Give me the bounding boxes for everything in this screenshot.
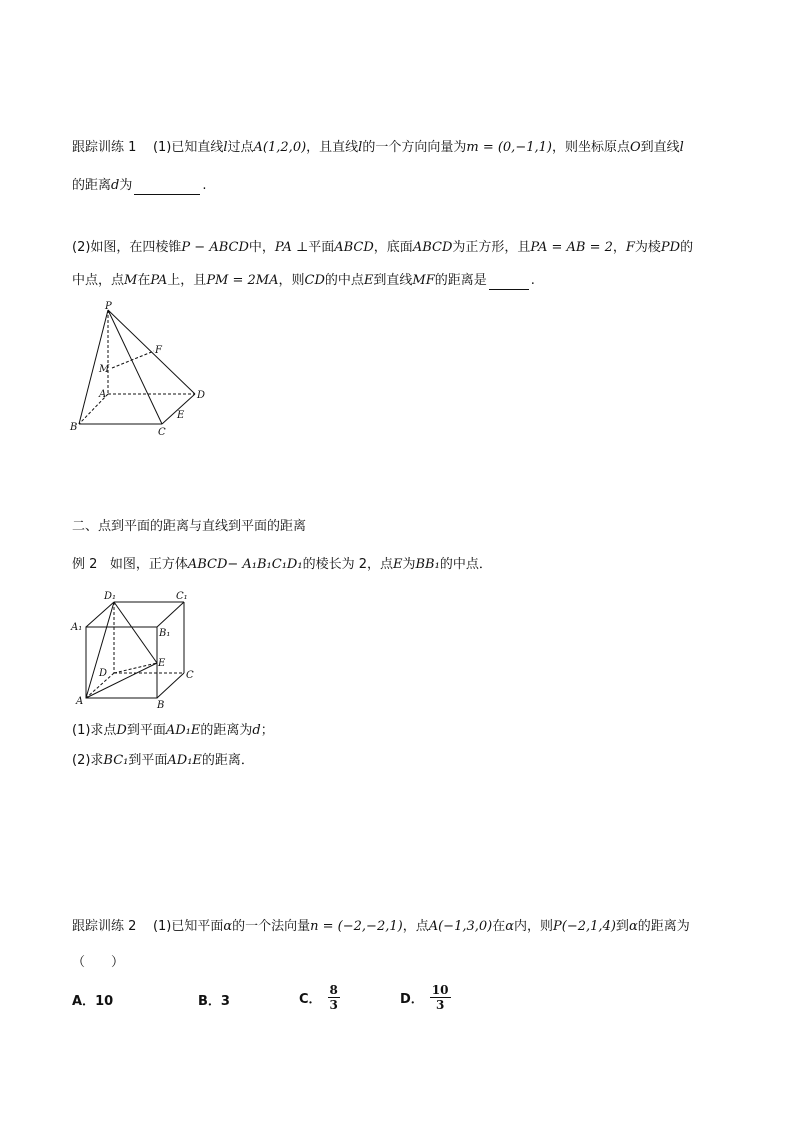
text: ，则坐标原点 (551, 140, 630, 155)
var-d: d (252, 723, 261, 738)
var-o: O (629, 140, 641, 155)
text: ， (612, 240, 626, 255)
fig2-label-c1: C₁ (176, 591, 188, 602)
option-letter: D． (400, 992, 424, 1007)
text: 平面 (308, 240, 335, 255)
text: 的一个法向量 (232, 919, 311, 934)
exercise1-part2-line2 (72, 272, 535, 290)
var-m: M (124, 273, 138, 288)
exercise1-part2-line1 (72, 239, 693, 257)
option-letter: A． (72, 994, 96, 1009)
cube-figure (66, 590, 206, 712)
text: 的距离为 (200, 723, 253, 738)
equation: PA = AB = 2 (530, 240, 613, 255)
point-p: P(−2,1,4) (553, 919, 616, 934)
pyramid-name: P − ABCD (181, 240, 249, 255)
text: ，底面 (373, 240, 413, 255)
example2-statement (72, 556, 492, 574)
var-alpha: α (223, 919, 233, 934)
option-c[interactable] (299, 983, 340, 1012)
var-e: E (392, 557, 403, 572)
fig1-label-p: P (105, 301, 112, 312)
text: ，点 (402, 919, 429, 934)
text: . (530, 273, 535, 288)
text: (1)已知平面 (152, 919, 224, 934)
plane-ad1e: AD₁E (167, 753, 202, 768)
var-l: l (679, 140, 684, 155)
line-mf: MF (412, 273, 435, 288)
point-a: A(−1,3,0) (428, 919, 493, 934)
text: 的 (680, 240, 694, 255)
edge-pa: PA (150, 273, 168, 288)
denominator: 3 (435, 998, 445, 1012)
var-l: l (358, 140, 363, 155)
edge-pd: PD (660, 240, 681, 255)
text: 到直线 (373, 273, 413, 288)
text: 为 (119, 178, 133, 193)
text: 的距离． (201, 753, 254, 768)
fig2-label-a: A (76, 696, 84, 707)
var-l: l (223, 140, 228, 155)
text: 的中点 (324, 273, 364, 288)
text: ，则 (278, 273, 305, 288)
text: 的一个方向向量为 (362, 140, 467, 155)
example2-question1 (72, 722, 274, 740)
text: 到 (615, 919, 629, 934)
pyramid-figure (66, 298, 216, 438)
fig2-label-b: B (157, 700, 165, 711)
exercise1-part1-line2 (72, 177, 207, 195)
text: ； (260, 723, 274, 738)
text: 的中点． (439, 557, 492, 572)
fig2-label-e: E (158, 658, 166, 669)
plane-abcd: ABCD (412, 240, 453, 255)
text: . (202, 178, 207, 193)
exercise1-label: 跟踪训练 1 (72, 140, 137, 155)
answer-blank[interactable] (489, 289, 529, 290)
text: 如图，正方体 (109, 557, 188, 572)
var-d: d (111, 178, 120, 193)
cube-name: ABCD− A₁B₁C₁D₁ (187, 557, 303, 572)
text: (2)求 (72, 753, 104, 768)
fig2-label-c: C (186, 670, 194, 681)
option-a[interactable] (72, 990, 113, 1009)
var-alpha: α (505, 919, 515, 934)
section-heading: 二、点到平面的距离与直线到平面的距离 (72, 519, 307, 534)
fig2-label-a1: A₁ (71, 622, 83, 633)
text: 在 (492, 919, 506, 934)
text: 中， (248, 240, 275, 255)
example2-label: 例 2 (72, 557, 98, 572)
text: 为棱 (634, 240, 661, 255)
text: 到直线 (640, 140, 680, 155)
text: 上，且 (167, 273, 207, 288)
fig2-label-b1: B₁ (159, 628, 171, 639)
vector-n: n = (−2,−2,1) (310, 919, 403, 934)
perp-pa: PA ⊥ (274, 240, 309, 255)
vector-m: m = (0,−1,1) (466, 140, 552, 155)
text: 过点 (227, 140, 254, 155)
answer-blank[interactable] (134, 194, 200, 195)
numerator: 8 (329, 983, 338, 997)
option-value: 10 (95, 994, 114, 1009)
var-d: D (116, 723, 127, 738)
option-fraction (430, 983, 451, 1012)
text: (2)如图，在四棱锥 (72, 240, 182, 255)
text: 内，则 (514, 919, 554, 934)
exercise1-part1-line1 (72, 139, 684, 157)
text: 到平面 (126, 723, 166, 738)
text: 为正方形，且 (452, 240, 531, 255)
edge-bc1: BC₁ (103, 753, 129, 768)
fig1-label-a: A (99, 389, 107, 400)
text: (1)已知直线 (152, 140, 224, 155)
var-f: F (625, 240, 635, 255)
fig1-label-c: C (158, 427, 166, 438)
var-alpha: α (628, 919, 638, 934)
exercise2-paren: （ ） (72, 955, 125, 970)
text: 在 (137, 273, 151, 288)
fig1-label-m: M (99, 364, 110, 375)
option-letter: C． (299, 992, 322, 1007)
fig2-label-d: D (99, 668, 108, 679)
text: 到平面 (128, 753, 168, 768)
fig1-label-f: F (155, 345, 162, 356)
exercise2-label: 跟踪训练 2 (72, 919, 137, 934)
text: 的距离是 (434, 273, 487, 288)
option-value: 3 (220, 994, 230, 1009)
fig2-label-d1: D₁ (104, 591, 117, 602)
equation-pm: PM = 2MA (206, 273, 279, 288)
plane-ad1e: AD₁E (165, 723, 201, 738)
numerator: 10 (431, 983, 449, 997)
option-d[interactable] (400, 983, 451, 1012)
edge-cd: CD (304, 273, 325, 288)
exercise2-statement (72, 918, 690, 936)
option-fraction (328, 983, 340, 1012)
option-letter: B． (198, 994, 221, 1009)
text: 中点，点 (72, 273, 125, 288)
plane-abcd: ABCD (334, 240, 374, 255)
text: ，且直线 (306, 140, 359, 155)
text: 的距离为 (637, 919, 690, 934)
text: (1)求点 (72, 723, 117, 738)
text: 的棱长为 2，点 (302, 557, 393, 572)
point-a: A(1,2,0) (253, 140, 307, 155)
fig1-label-d: D (197, 390, 206, 401)
text: 为 (402, 557, 416, 572)
fig1-label-b: B (70, 422, 78, 433)
var-e: E (363, 273, 374, 288)
text: 的距离 (72, 178, 112, 193)
option-b[interactable] (198, 990, 230, 1009)
edge-bb1: BB₁ (415, 557, 440, 572)
fig1-label-e: E (177, 410, 185, 421)
denominator: 3 (329, 998, 338, 1012)
example2-question2 (72, 752, 254, 770)
